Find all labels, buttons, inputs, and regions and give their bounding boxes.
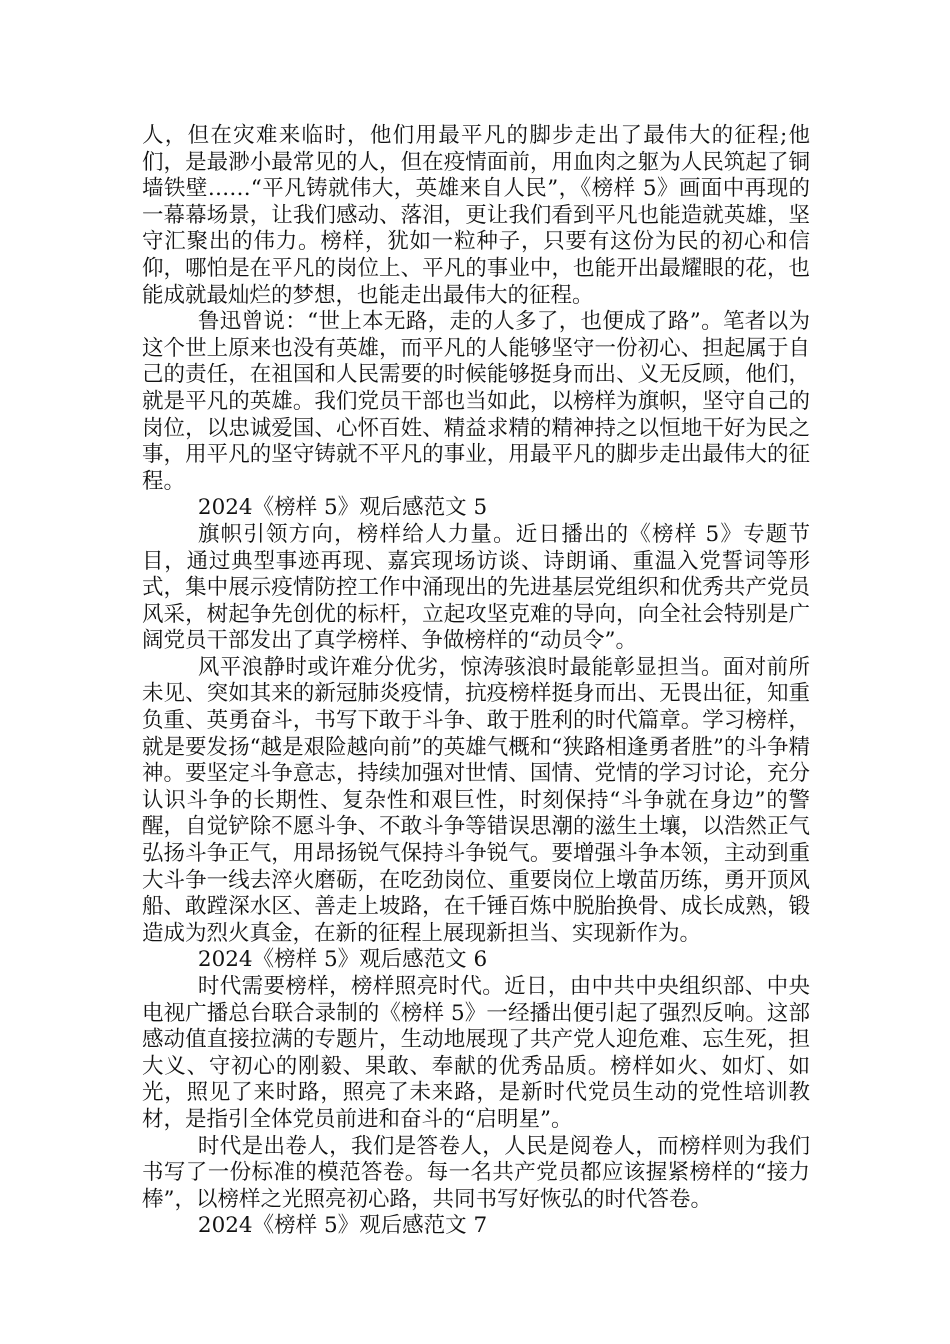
section-heading-7: 2024《榜样 5》观后感范文 7 — [197, 1213, 488, 1239]
paragraph-flag-direction: 旗帜引领方向，榜样给人力量。近日播出的《榜样 5》专题节目，通过典型事迹再现、嘉宾现场访谈、诗朗诵、重温入党誓词等形式，集中展示疫情防控工作中涌现出的先进基层党组织和优秀共产党员风采，树起争先创优的标杆，立起攻坚克难的导向，向全社会特别是广阔党员干部发出了真学榜样、争做榜样的“动员令”。 — [142, 521, 810, 654]
section-heading-5: 2024《榜样 5》观后感范文 5 — [197, 495, 488, 521]
paragraph-era-needs-models: 时代需要榜样，榜样照亮时代。近日，由中共中央组织部、中央电视广播总台联合录制的《榜样 5》一经播出便引起了强烈反响。这部感动值直接拉满的专题片，生动地展现了共产党人迎危难、忘生死，担大义、守初心的刚毅、果敢、奉献的优秀品质。榜样如火、如灯、如光，照见了来时路，照亮了未来路，是新时代党员生动的党性培训教材，是指引全体党员前进和奋斗的“启明星”。 — [142, 974, 810, 1132]
section-heading-6: 2024《榜样 5》观后感范文 6 — [197, 947, 488, 973]
document-page — [142, 123, 810, 1240]
paragraph-storm-courage: 风平浪静时或许难分优劣，惊涛骇浪时最能彰显担当。面对前所未见、突如其来的新冠肺炎疫情，抗疫榜样挺身而出、无畏出征，知重负重、英勇奋斗，书写下敢于斗争、敢于胜利的时代篇章。学习榜样，就是要发扬“越是艰险越向前”的英雄气概和“狭路相逢勇者胜”的斗争精神。要坚定斗争意志，持续加强对世情、国情、党情的学习讨论，充分认识斗争的长期性、复杂性和艰巨性，时刻保持“斗争就在身边”的警醒，自觉铲除不愿斗争、不敢斗争等错误思潮的滋生土壤，以浩然正气弘扬斗争正气，用昂扬锐气保持斗争锐气。要增强斗争本领，主动到重大斗争一线去淬火磨砺，在吃劲岗位、重要岗位上墩苗历练，勇开顶风船、敢蹚深水区、善走上坡路，在千锤百炼中脱胎换骨、成长成熟，锻造成为烈火真金，在新的征程上展现新担当、实现新作为。 — [142, 654, 810, 946]
paragraph-luxun-quote: 鲁迅曾说：“世上本无路，走的人多了，也便成了路”。笔者以为这个世上原来也没有英雄，而平凡的人能够坚守一份初心、担起属于自己的责任，在祖国和人民需要的时候能够挺身而出、义无反顾，他们，就是平凡的英雄。我们党员干部也当如此，以榜样为旗帜，坚守自己的岗位，以忠诚爱国、心怀百姓、精益求精的精神持之以恒地干好为民之事，用平凡的坚守铸就不平凡的事业，用最平凡的脚步走出最伟大的征程。 — [142, 309, 810, 494]
paragraph-exam-answer: 时代是出卷人，我们是答卷人，人民是阅卷人，而榜样则为我们书写了一份标准的模范答卷。每一名共产党员都应该握紧榜样的“接力棒”，以榜样之光照亮初心路，共同书写好恢弘的时代答卷。 — [142, 1133, 810, 1212]
paragraph-continuation: 人，但在灾难来临时，他们用最平凡的脚步走出了最伟大的征程;他们，是最渺小最常见的人，但在疫情面前，用血肉之躯为人民筑起了铜墙铁壁……“平凡铸就伟大，英雄来自人民”，《榜样 5》画面中再现的一幕幕场景，让我们感动、落泪，更让我们看到平凡也能造就英雄，坚守汇聚出的伟力。榜样，犹如一粒种子，只要有这份为民的初心和信仰，哪怕是在平凡的岗位上、平凡的事业中，也能开出最耀眼的花，也能成就最灿烂的梦想，也能走出最伟大的征程。 — [142, 123, 810, 308]
